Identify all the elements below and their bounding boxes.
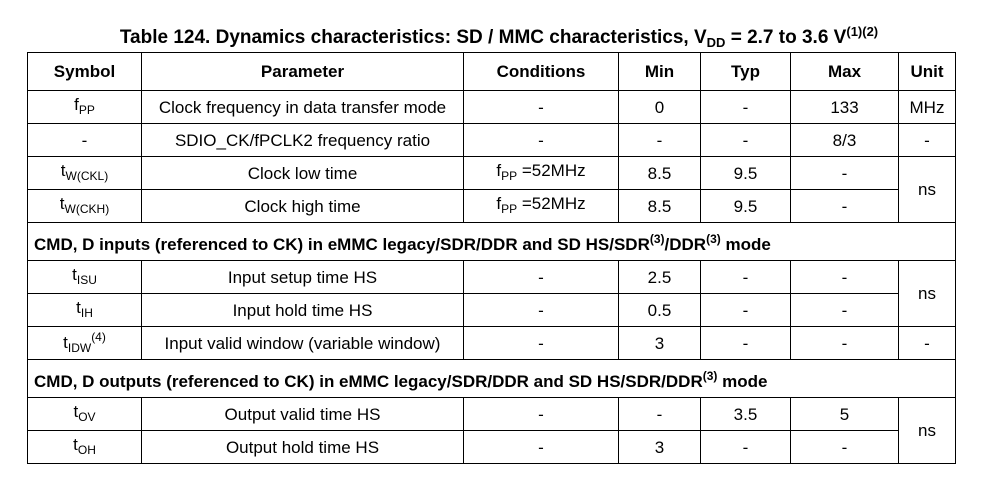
conditions-cell: $f_{PP} =52MHz$ [464, 190, 619, 223]
conditions-cell: - [464, 124, 619, 157]
min-cell: 0.5 [619, 294, 701, 327]
max-cell: - [791, 294, 899, 327]
parameter-cell: Clock frequency in data transfer mode [142, 91, 464, 124]
min-cell: 3 [619, 327, 701, 360]
symbol-cell: $t_{W(CKH)}$ [28, 190, 142, 223]
max-cell: - [791, 431, 899, 464]
symbol-cell: $t_{ISU}$ [28, 261, 142, 294]
parameter-cell: Input hold time HS [142, 294, 464, 327]
table-row [28, 327, 956, 360]
parameter-cell: Output hold time HS [142, 431, 464, 464]
parameter-cell: Clock low time [142, 157, 464, 190]
table-row [28, 294, 956, 327]
characteristics-table [27, 52, 956, 464]
table-row [28, 91, 956, 124]
header-conditions: Conditions [464, 53, 619, 91]
section-heading: CMD, D inputs (referenced to CK) in eMMC legacy/SDR/DDR and SD HS/SDR$^{(3)}$/DDR$^{(3)}$ mode [28, 223, 956, 261]
header-row [28, 53, 956, 91]
table-row [28, 261, 956, 294]
parameter-cell: Input setup time HS [142, 261, 464, 294]
max-cell: - [791, 261, 899, 294]
header-unit: Unit [899, 53, 956, 91]
table-row [28, 157, 956, 190]
typ-cell: - [701, 124, 791, 157]
table-row [28, 431, 956, 464]
header-symbol: Symbol [28, 53, 142, 91]
parameter-cell: SDIO_CK/fPCLK2 frequency ratio [142, 124, 464, 157]
conditions-cell: $f_{PP} =52MHz$ [464, 157, 619, 190]
table-row [28, 398, 956, 431]
max-cell: - [791, 327, 899, 360]
symbol-cell: $t_{W(CKL)}$ [28, 157, 142, 190]
conditions-cell: - [464, 261, 619, 294]
symbol-cell: $t_{OV}$ [28, 398, 142, 431]
min-cell: 3 [619, 431, 701, 464]
table-row [28, 190, 956, 223]
symbol-cell: - [28, 124, 142, 157]
min-cell: 8.5 [619, 157, 701, 190]
header-parameter: Parameter [142, 53, 464, 91]
typ-cell: - [701, 431, 791, 464]
parameter-cell: Clock high time [142, 190, 464, 223]
unit-cell: - [899, 327, 956, 360]
typ-cell: - [701, 91, 791, 124]
table-row [28, 124, 956, 157]
min-cell: 0 [619, 91, 701, 124]
min-cell: 8.5 [619, 190, 701, 223]
min-cell: - [619, 124, 701, 157]
unit-cell: ns [899, 261, 956, 327]
typ-cell: - [701, 327, 791, 360]
max-cell: 133 [791, 91, 899, 124]
table-title: Table 124. Dynamics characteristics: SD / MMC characteristics, $V_{DD} = 2.7$ to 3.6 $V^{(1)(2)}$ [119, 24, 879, 50]
conditions-cell: - [464, 91, 619, 124]
symbol-cell: $t_{IH}$ [28, 294, 142, 327]
unit-cell: ns [899, 157, 956, 223]
section-row-inputs [28, 223, 956, 261]
parameter-cell: Output valid time HS [142, 398, 464, 431]
unit-cell: MHz [899, 91, 956, 124]
min-cell: 2.5 [619, 261, 701, 294]
symbol-cell: $t_{IDW}^{(4)}$ [28, 327, 142, 360]
conditions-cell: - [464, 431, 619, 464]
typ-cell: 3.5 [701, 398, 791, 431]
parameter-cell: Input valid window (variable window) [142, 327, 464, 360]
max-cell: - [791, 190, 899, 223]
max-cell: 5 [791, 398, 899, 431]
min-cell: - [619, 398, 701, 431]
conditions-cell: - [464, 398, 619, 431]
typ-cell: 9.5 [701, 157, 791, 190]
symbol-cell: $t_{OH}$ [28, 431, 142, 464]
conditions-cell: - [464, 294, 619, 327]
max-cell: 8/3 [791, 124, 899, 157]
section-heading: CMD, D outputs (referenced to CK) in eMMC legacy/SDR/DDR and SD HS/SDR/DDR$^{(3)}$ mode [28, 360, 956, 398]
symbol-cell: $f_{PP}$ [28, 91, 142, 124]
header-max: Max [791, 53, 899, 91]
header-typ: Typ [701, 53, 791, 91]
header-min: Min [619, 53, 701, 91]
typ-cell: 9.5 [701, 190, 791, 223]
typ-cell: - [701, 294, 791, 327]
conditions-cell: - [464, 327, 619, 360]
max-cell: - [791, 157, 899, 190]
typ-cell: - [701, 261, 791, 294]
unit-cell: ns [899, 398, 956, 464]
unit-cell: - [899, 124, 956, 157]
section-row-outputs [28, 360, 956, 398]
